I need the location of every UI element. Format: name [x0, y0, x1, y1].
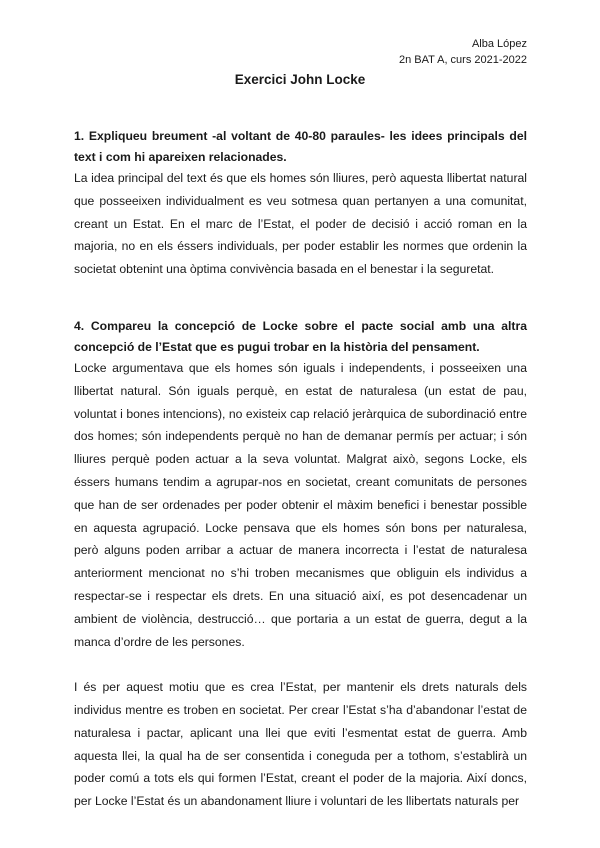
section-question-1: [74, 126, 527, 281]
section-question-4: [74, 316, 527, 813]
answer-paragraph: I és per aquest motiu que es crea l’Estat, per mantenir els drets naturals dels individus mentre es troben en societat. Per crear l’Estat s’ha d’abandonar l’estat de naturalesa i pactar, aplicant una llei que eviti l’esmentat estat de guerra. Amb aquesta llei, la qual ha de ser consentida i coneguda per a tothom, s’establirà un poder comú a tots els qui formen l’Estat, creant el poder de la majoria. Així doncs, per Locke l’Estat és un abandonament lliure i voluntari de les llibertats naturals per: [74, 680, 527, 809]
document-title: Exercici John Locke: [234, 72, 366, 87]
author-name: Alba López: [471, 38, 527, 50]
answer-paragraph: Locke argumentava que els homes són iguals i independents, i posseeixen una llibertat natural. Són iguals perquè, en estat de naturalesa (un estat de pau, voluntat i bones intencions), no existeix cap relació jeràrquica de subordinació entre dos homes; són independents perquè no han de demanar permís per actuar; i són lliures perquè poden actuar a la seva voluntat. Malgrat això, segons Locke, els éssers humans tendim a agrupar-nos en societat, creant comunitats de persones que han de ser ordenades per poder obtenir el màxim benefici i benestar possible en aquesta agrupació. Locke pensava que els homes són bons per naturalesa, però alguns poden arribar a actuar de manera incorrecta i l’estat de naturalesa anteriorment mencionat no s’hi troben mecanismes que obliguin els individus a respectar-se i respectar els drets. En una situació així, es pot desencadenar un ambient de violència, destrucció… que portaria a un estat de guerra, degut a la manca d’ordre de les persones.: [74, 361, 527, 649]
header: [399, 36, 527, 68]
question-heading: 1. Expliqueu breument -al voltant de 40-80 paraules- les idees principals del text i com hi apareixen relacionades.: [74, 129, 527, 164]
question-heading: 4. Compareu la concepció de Locke sobre el pacte social amb una altra concepció de l’Estat que es pugui trobar en la història del pensament.: [74, 319, 527, 354]
course-info: 2n BAT A, curs 2021-2022: [398, 54, 527, 66]
answer-paragraph: La idea principal del text és que els homes són lliures, però aquesta llibertat natural que posseeixen individualment es veu sotmesa quan pertanyen a una comunitat, creant un Estat. En el marc de l’Estat, el poder de decisió i acció roman en la majoria, no en els éssers individuals, per poder establir les normes que ordenin la societat obtenint una òptima convivència basada en el benestar i la seguretat.: [74, 171, 527, 277]
